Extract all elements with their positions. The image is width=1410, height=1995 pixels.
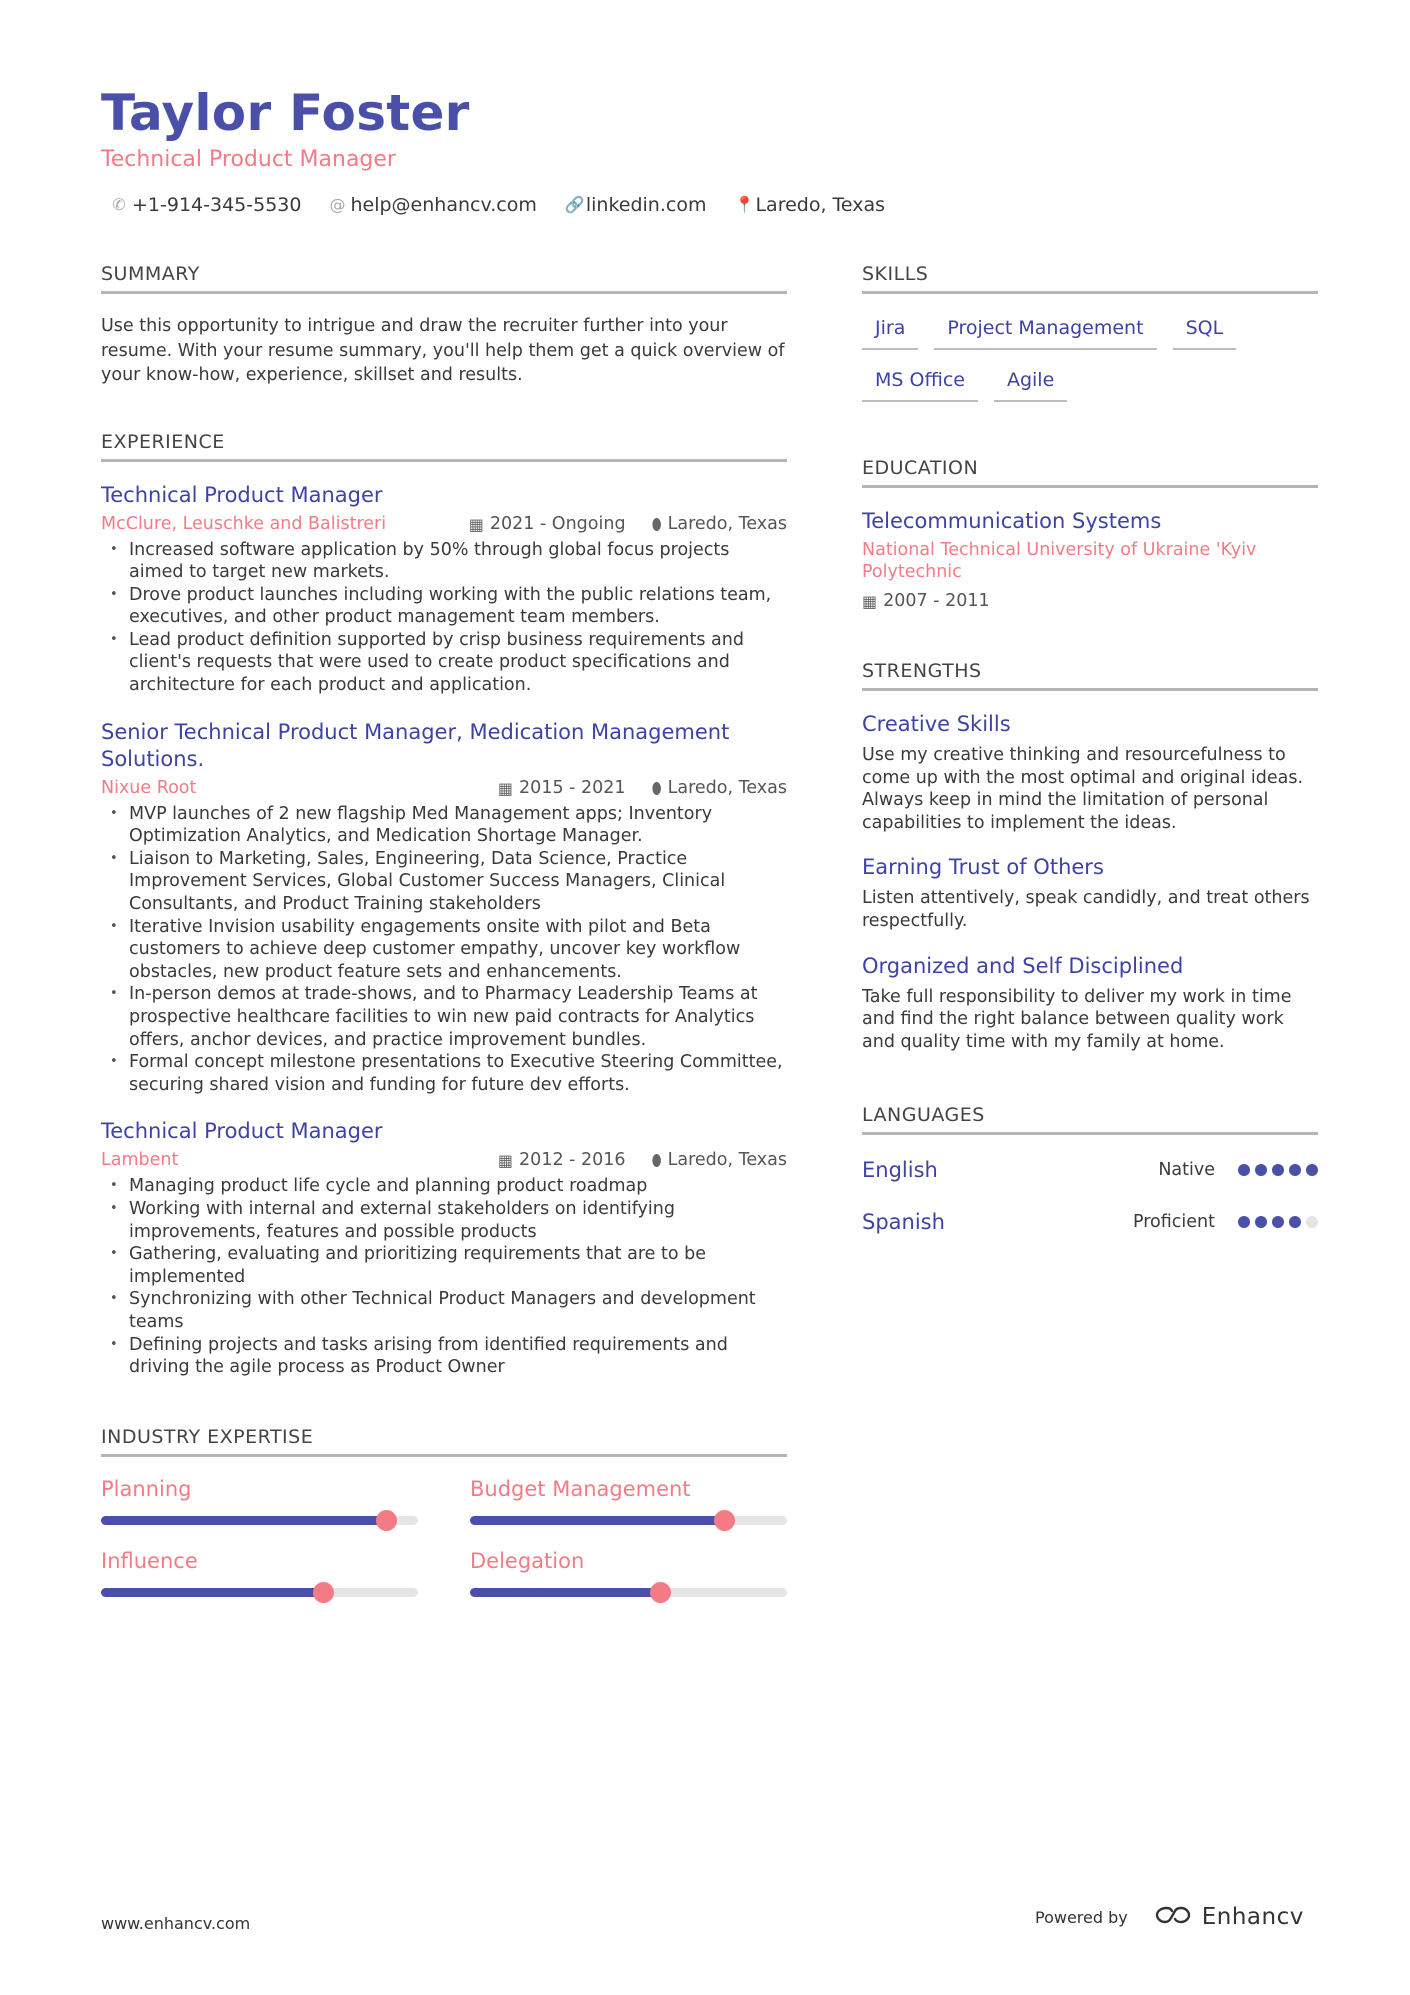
- education-school: National Technical University of Ukraine 'Kyiv Polytechnic: [862, 540, 1257, 582]
- skill-tag: Jira: [862, 314, 918, 350]
- at-icon: @: [329, 195, 346, 214]
- strength-description: Take full responsibility to deliver my work in time and find the right balance between quality work and quality time with my family at home.: [862, 986, 1292, 1052]
- link-icon: 🔗: [564, 195, 585, 214]
- location-icon: ⬮: [651, 1151, 662, 1171]
- expertise-item: [101, 1547, 418, 1597]
- resume-header: [101, 82, 1321, 218]
- contact-text: Laredo, Texas: [755, 194, 886, 216]
- calendar-icon: ▦: [468, 514, 484, 534]
- expertise-slider-track: [101, 1516, 418, 1525]
- section-heading: EXPERIENCE: [101, 430, 787, 462]
- expertise-slider-track: [101, 1588, 418, 1597]
- expertise-label: Budget Management: [470, 1476, 691, 1501]
- section-heading: SUMMARY: [101, 262, 787, 294]
- job-location-text: Laredo, Texas: [667, 513, 787, 534]
- job-meta: [101, 777, 787, 800]
- industry-expertise-section: [101, 1425, 787, 1597]
- job-title: Technical Product Manager: [101, 1119, 383, 1144]
- strength-description: Listen attentively, speak candidly, and treat others respectfully.: [862, 888, 1310, 931]
- expertise-slider-knob: [376, 1510, 397, 1531]
- language-row: [862, 1153, 1318, 1187]
- job-meta: [101, 513, 787, 536]
- strength-item: [862, 953, 1318, 1054]
- strength-title: Earning Trust of Others: [862, 855, 1104, 880]
- job-title: Technical Product Manager: [101, 482, 383, 507]
- bullet-item: • Managing product life cycle and planning product roadmap: [101, 1175, 787, 1198]
- bullet-item: • Iterative Invision usability engagements onsite with pilot and Beta customers to achieve deep customer empathy, uncover key workflow obstacles, new product feature sets and enhancements.: [101, 916, 787, 984]
- language-level: Proficient: [1133, 1212, 1215, 1233]
- filled-dot: [1238, 1216, 1250, 1228]
- section-heading: EDUCATION: [862, 456, 1318, 488]
- strengths-section: [862, 659, 1318, 1053]
- left-column: [101, 262, 787, 1597]
- job-company: Lambent: [101, 1150, 179, 1171]
- bullet-item: • Synchronizing with other Technical Product Managers and development teams: [101, 1288, 787, 1333]
- language-proficiency: [1158, 1160, 1318, 1180]
- languages-section: [862, 1103, 1318, 1239]
- section-heading: INDUSTRY EXPERTISE: [101, 1425, 787, 1457]
- filled-dot: [1238, 1164, 1250, 1176]
- bullet-item: • Formal concept milestone presentations to Executive Steering Committee, securing shared vision and funding for future dev efforts.: [101, 1051, 787, 1096]
- skills-section: [862, 262, 1318, 418]
- job-location: [652, 777, 787, 800]
- empty-dot: [1306, 1216, 1318, 1228]
- job-entry: [101, 719, 787, 1097]
- filled-dot: [1272, 1216, 1284, 1228]
- education-degree: Telecommunication Systems: [862, 509, 1162, 533]
- bullet-item: • Drove product launches including working with the public relations team, executives, and other product management team members.: [101, 584, 787, 629]
- bullet-item: • Increased software application by 50% through global focus projects aimed to target new markets.: [101, 539, 787, 584]
- expertise-slider-knob: [714, 1510, 735, 1531]
- skill-tag: MS Office: [862, 366, 978, 402]
- job-dates: [498, 777, 626, 800]
- section-heading: STRENGTHS: [862, 659, 1318, 691]
- expertise-label: Influence: [101, 1548, 198, 1573]
- education-section: [862, 456, 1318, 611]
- skill-tags: [862, 314, 1318, 418]
- job-dates-text: 2021 - Ongoing: [489, 513, 626, 534]
- job-dates: [498, 1149, 626, 1172]
- expertise-slider-knob: [313, 1582, 334, 1603]
- expertise-item: [101, 1475, 418, 1525]
- bullet-item: • Liaison to Marketing, Sales, Engineering, Data Science, Practice Improvement Services, Global Customer Success Managers, Clinical Consultants, and Product Training stakeholders: [101, 848, 787, 916]
- job-bullets: [101, 1175, 787, 1378]
- expertise-label: Planning: [101, 1476, 192, 1501]
- enhancv-logo-icon: [1154, 1904, 1192, 1930]
- language-dots: [1233, 1216, 1318, 1228]
- job-dates-text: 2015 - 2021: [519, 777, 626, 798]
- summary-text: Use this opportunity to intrigue and draw the recruiter further into your resume. With your resume summary, you'll help them get a quick overview of your know-how, experience, skillset and results.: [101, 316, 785, 385]
- job-meta-right: [443, 513, 787, 536]
- job-company: McClure, Leuschke and Balistreri: [101, 513, 387, 534]
- contact-bar: [101, 192, 1321, 218]
- footer-website[interactable]: www.enhancv.com: [101, 1914, 251, 1933]
- job-meta-right: [472, 777, 787, 800]
- right-column: [862, 262, 1318, 1239]
- job-location-text: Laredo, Texas: [667, 777, 787, 798]
- language-row: [862, 1205, 1318, 1239]
- job-dates-text: 2012 - 2016: [519, 1150, 626, 1171]
- expertise-grid: [101, 1475, 787, 1597]
- expertise-slider-fill: [470, 1516, 724, 1525]
- strength-list: [862, 711, 1318, 1053]
- expertise-slider-fill: [470, 1588, 660, 1597]
- skill-tag: Project Management: [934, 314, 1156, 350]
- expertise-slider-fill: [101, 1516, 386, 1525]
- job-bullets: [101, 539, 787, 697]
- bullet-item: • Lead product definition supported by crisp business requirements and client's requests that were used to create product specifications and architecture for each product and application.: [101, 629, 787, 697]
- candidate-name: Taylor Foster: [101, 84, 470, 142]
- location-icon: 📍: [734, 195, 755, 214]
- section-heading: SKILLS: [862, 262, 1318, 294]
- powered-by-text: Powered by: [1035, 1907, 1128, 1927]
- summary-section: [101, 262, 787, 388]
- strength-title: Organized and Self Disciplined: [862, 953, 1184, 978]
- skill-tag: SQL: [1173, 314, 1237, 350]
- contact-text: +1-914-345-5530: [132, 194, 302, 216]
- bullet-item: • MVP launches of 2 new flagship Med Management apps; Inventory Optimization Analytics, and Medication Shortage Manager.: [101, 803, 787, 848]
- language-list: [862, 1153, 1318, 1239]
- strength-title: Creative Skills: [862, 712, 1011, 736]
- job-location-text: Laredo, Texas: [667, 1150, 787, 1171]
- language-name: English: [862, 1158, 938, 1183]
- candidate-title: Technical Product Manager: [101, 147, 396, 172]
- job-dates: [469, 513, 626, 536]
- contact-text: help@enhancv.com: [350, 194, 537, 216]
- strength-item: [862, 854, 1318, 932]
- location-icon: ⬮: [651, 514, 662, 534]
- filled-dot: [1272, 1164, 1284, 1176]
- bullet-item: • In-person demos at trade-shows, and to Pharmacy Leadership Teams at prospective healthcare facilities to win new paid contracts for Analytics offers, anchor devices, and practice improvement bundles.: [101, 983, 787, 1051]
- filled-dot: [1289, 1216, 1301, 1228]
- filled-dot: [1306, 1164, 1318, 1176]
- expertise-item: [470, 1475, 787, 1525]
- expertise-item: [470, 1547, 787, 1597]
- contact-item[interactable]: [734, 192, 885, 218]
- bullet-item: • Gathering, evaluating and prioritizing requirements that are to be implemented: [101, 1243, 787, 1288]
- contact-item[interactable]: [111, 192, 301, 218]
- job-entry: [101, 482, 787, 697]
- section-heading: LANGUAGES: [862, 1103, 1318, 1135]
- education-dates: [862, 591, 1318, 611]
- job-company: Nixue Root: [101, 777, 197, 798]
- job-entry: [101, 1118, 787, 1378]
- filled-dot: [1255, 1164, 1267, 1176]
- filled-dot: [1289, 1164, 1301, 1176]
- education-dates-text: 2007 - 2011: [883, 591, 990, 611]
- skill-tag: Agile: [994, 366, 1067, 402]
- language-name: Spanish: [862, 1210, 945, 1235]
- language-proficiency: [1133, 1212, 1318, 1232]
- bullet-item: • Working with internal and external stakeholders on identifying improvements, features and possible products: [101, 1198, 787, 1243]
- expertise-slider-fill: [101, 1588, 323, 1597]
- strength-item: [862, 711, 1318, 834]
- job-location: [652, 513, 787, 536]
- phone-icon: ✆: [112, 195, 126, 214]
- calendar-icon: ▦: [497, 1151, 514, 1171]
- expertise-slider-track: [470, 1588, 787, 1597]
- calendar-icon: ▦: [862, 591, 878, 611]
- job-list: [101, 482, 787, 1379]
- strength-description: Use my creative thinking and resourcefulness to come up with the most optimal and original ideas. Always keep in mind the limitation of personal capabilities to implement the ideas.: [862, 745, 1304, 833]
- job-meta-right: [472, 1149, 787, 1172]
- brand-name: Enhancv: [1201, 1904, 1304, 1930]
- expertise-slider-knob: [650, 1582, 671, 1603]
- job-meta: [101, 1149, 787, 1172]
- footer-branding: [1035, 1904, 1304, 1930]
- experience-section: [101, 430, 787, 1379]
- language-dots: [1233, 1164, 1318, 1176]
- contact-item[interactable]: [565, 192, 707, 218]
- job-title: Senior Technical Product Manager, Medication Management Solutions.: [101, 719, 730, 771]
- contact-text: linkedin.com: [585, 194, 707, 216]
- calendar-icon: ▦: [497, 778, 514, 798]
- contact-item[interactable]: [329, 192, 536, 218]
- filled-dot: [1255, 1216, 1267, 1228]
- job-bullets: [101, 803, 787, 1097]
- expertise-slider-track: [470, 1516, 787, 1525]
- job-location: [652, 1149, 787, 1172]
- location-icon: ⬮: [651, 778, 662, 798]
- expertise-label: Delegation: [470, 1548, 585, 1573]
- language-level: Native: [1158, 1160, 1215, 1181]
- bullet-item: • Defining projects and tasks arising from identified requirements and driving the agile process as Product Owner: [101, 1334, 787, 1379]
